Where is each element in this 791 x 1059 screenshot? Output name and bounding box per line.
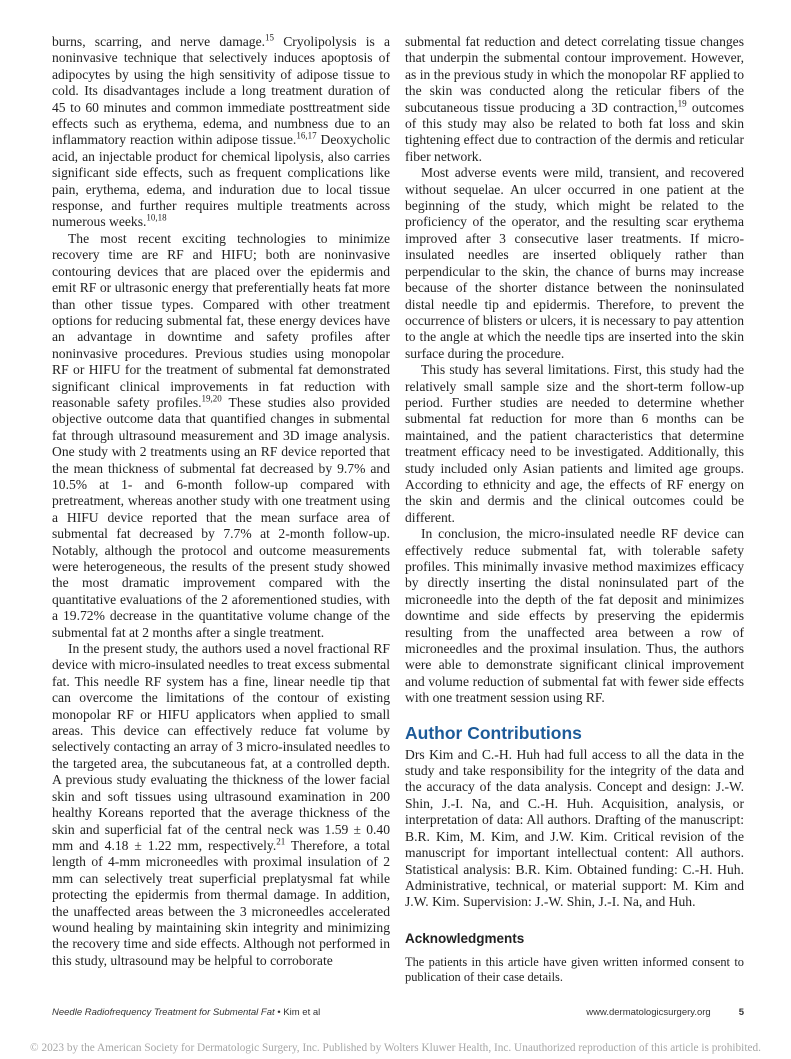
paragraph-rf-hifu: [52, 231, 390, 641]
journal-website-link[interactable]: www.dermatologicsurgery.org: [586, 1007, 711, 1018]
running-title: [52, 1007, 320, 1018]
acknowledgments-text: The patients in this article have given written informed consent to publication of their case details.: [405, 954, 744, 985]
running-authors: Kim et al: [283, 1007, 321, 1018]
text-run: burns, scarring, and nerve damage.: [52, 34, 266, 49]
text-run: In the present study, the authors used a novel fractional RF device with micro-insulated needles to treat excess submental fat. This needle RF system has a fine, linear needle tip that can overcome the limitations of the contour of existing monopolar RF or HIFU applicators when applied to small areas. This device can effectively reduce fat volume by selectively contacting an array of 3 micro-insulated needles to the targeted area, the subcutaneous fat, at a controlled depth. A previous study evaluating the thickness of the lower facial skin and soft tissues using ultrasound examination in 200 healthy Koreans reported that the average thickness of the skin and superficial fat of the central neck was 1.59 ± 0.40 mm and 4.18 ± 1.22 mm, respectively.: [52, 641, 390, 853]
text-run: Cryolipolysis is a noninvasive technique that selectively induces apoptosis of adipocytes by using the high sensitivity of adipose tissue to cold. Its disadvantages include a long treatment duration of 45 to 60 minutes and common immediate posttreatment side effects such as erythema, edema, and numbness due to an inflammatory reaction within adipose tissue.: [52, 34, 390, 148]
citation-superscript: 19,20: [201, 393, 222, 404]
text-run: Therefore, a total length of 4-mm microneedles with proximal insulation of 2 mm can selectively treat superficial preplatysmal fat while protecting the epidermis from thermal damage. In addition, the unaffected areas between the 3 microneedles accelerated wound healing by maintaining skin integrity and minimizing the recovery time and side effects. Although not performed in this study, ultrasound may be helpful to corroborate: [52, 837, 391, 968]
author-contributions-text: Drs Kim and C.-H. Huh had full access to all the data in the study and take responsibility for the integrity of the data and the accuracy of the data analysis. Concept and design: J.-W. Shin, J.-I. Na, and C.-H. Huh. Acquisition, analysis, or interpretation of data: All authors. Drafting of the manuscript: B.R. Kim, M. Kim, and J.W. Kim. Critical revision of the manuscript for important intellectual content: All authors. Statistical analysis: B.R. Kim. Obtained funding: C.-H. Huh. Administrative, technical, or material support: M. Kim and J.W. Kim. Supervision: J.-W. Shin, J.-I. Na, and Huh.: [405, 746, 744, 910]
paragraph-conclusion: In conclusion, the micro-insulated needle RF device can effectively reduce submental fat, with tolerable safety profiles. This minimally invasive method maximizes efficacy by directly inserting the distal noninsulated part of the microneedle into the depth of the fat deposit and minimizes downtime and side effects by preserving the epidermis resulting from the unaffected area between a row of microneedles and the proximal insulation. Thus, the authors were able to demonstrate significant clinical improvement and volume reduction of submental fat with fewer side effects with one treatment session using RF.: [405, 526, 744, 706]
paragraph-present-study: [52, 641, 390, 969]
text-run: The most recent exciting technologies to minimize recovery time are RF and HIFU; both are noninvasive contouring devices that are placed over the epidermis and emit RF or ultrasonic energy that preferentially heats fat more than other tissue types. Compared with other treatment options for reducing submental fat, these energy devices have an advantage in downtime and safety profiles after noninvasive procedures. Previous studies using monopolar RF or HIFU for the treatment of submental fat demonstrated significant clinical improvements in fat reduction with reasonable safety profiles.: [52, 230, 390, 410]
copyright-notice: © 2023 by the American Society for Dermatologic Surgery, Inc. Published by Wolters Kluwer Health, Inc. Unauthorized reproduction of this article is prohibited.: [30, 1042, 761, 1054]
text-run: Deoxycholic acid, an injectable product for chemical lipolysis, also carries significant side effects, such as frequent complications like pain, erythema, edema, and induration due to local tissue response, and further requires multiple treatments across numerous weeks.: [52, 132, 390, 230]
paragraph-adverse-events: Most adverse events were mild, transient, and recovered without sequelae. An ulcer occurred in one patient at the beginning of the study, which might be related to the proficiency of the operator, and the resulting scar erythema improved after 3 consecutive laser treatments. If micro-insulated needles are inserted obliquely rather than perpendicular to the skin, the chance of burns may increase because of the shorter distance between the noninsulated distal needle tip and epidermis. Therefore, to prevent the occurrence of blisters or ulcers, it is necessary to pay attention to the angle at which the needle tips are inserted into the skin surface during the procedure.: [405, 165, 744, 361]
paragraph-limitations: This study has several limitations. First, this study had the relatively small sample size and the short-term follow-up period. Further studies are needed to determine whether submental fat reduction for more than 6 months can be maintained, and the patient characteristics that determine treatment efficacy need to be investigated. Additionally, this study included only Asian patients and limited age groups. According to ethnicity and age, the effects of RF energy on the skin and dermis and the clinical outcomes could be different.: [405, 362, 744, 525]
text-run: outcomes of this study may also be related to both fat loss and skin tightening effect due to contraction of the dermis and reticular fiber network.: [405, 99, 744, 164]
citation-superscript: 10,18: [146, 212, 167, 223]
citation-superscript: 21: [276, 836, 286, 847]
acknowledgments-heading: Acknowledgments: [405, 930, 525, 946]
left-column: [52, 34, 390, 969]
paragraph-contour: [405, 34, 744, 165]
running-title-text: Needle Radiofrequency Treatment for Submental Fat: [52, 1007, 275, 1018]
footer-right: [586, 1007, 744, 1018]
citation-superscript: 19: [677, 98, 687, 109]
citation-superscript: 15: [265, 32, 275, 43]
bullet-separator: •: [274, 1007, 284, 1018]
paragraph-cryolipolysis: [52, 34, 390, 231]
page-number: 5: [738, 1007, 744, 1018]
text-run: submental fat reduction and detect correlating tissue changes that underpin the submental contour improvement. However, as in the previous study in which the monopolar RF applied to the skin was conducted along the reticular fibers of the subcutaneous tissue producing a 3D contraction,: [405, 34, 744, 115]
text-run: These studies also provided objective outcome data that quantified changes in submental fat through ultrasound measurement and 3D image analysis. One study with 2 treatments using an RF device reported that the mean thickness of submental fat decreased by 9.7% and 10.5% at 1- and 6-month follow-up compared with pretreatment, whereas another study with one treatment using a HIFU device reported that the mean surface area of submental fat decreased by 7.7% at 2-month follow-up. Notably, although the protocol and outcome measurements were heterogeneous, the results of the present study showed the most dramatic improvement compared with the quantitative evaluations of the 2 aforementioned studies, with a 19.72% decrease in the quantitative volume change of the submental fat at 2 months after a single treatment.: [52, 394, 390, 640]
right-column: [405, 34, 744, 986]
citation-superscript: 16,17: [296, 130, 317, 141]
author-contributions-heading: Author Contributions: [405, 722, 582, 743]
